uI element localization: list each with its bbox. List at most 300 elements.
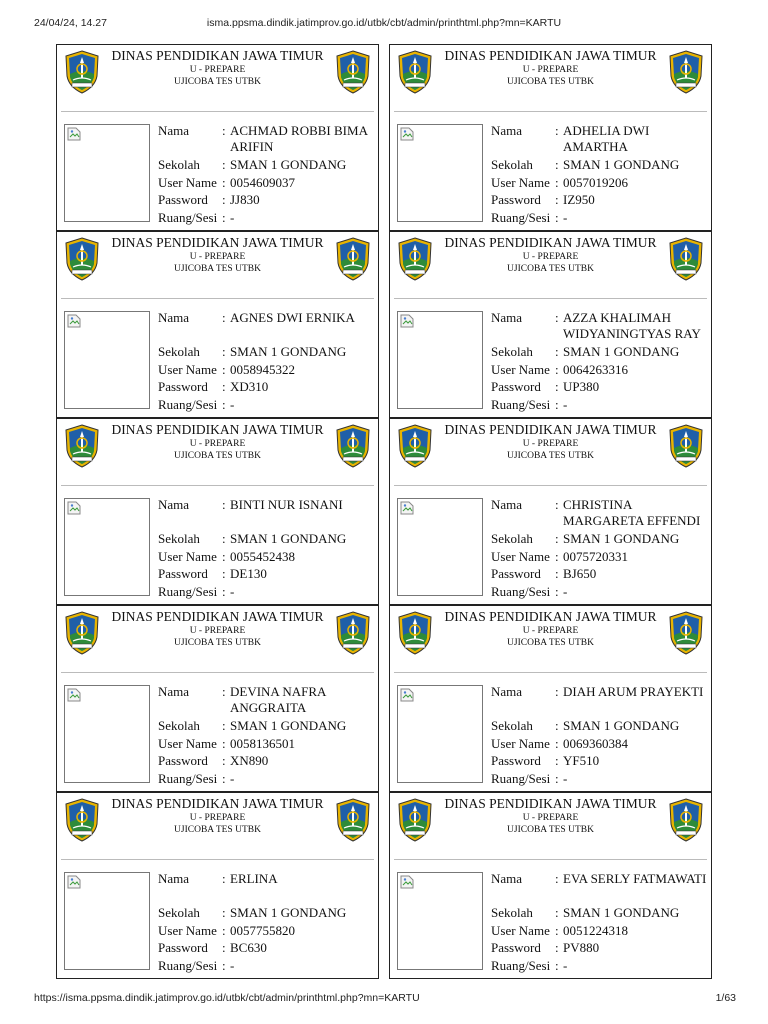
colon: : [555,310,559,325]
label-ruang: Ruang/Sesi [491,396,551,412]
colon: : [222,684,226,699]
value-nama: AZZA KHALIMAH WIDYANINGTYAS RAY [563,310,701,341]
exam-card [56,418,379,605]
header-divider [394,859,707,860]
header-divider [61,298,374,299]
label-ruang: Ruang/Sesi [491,770,551,786]
info-row-ruang [158,771,376,789]
value-password: DE130 [230,566,267,581]
colon: : [222,940,226,955]
label-password: Password [158,192,208,207]
colon: : [555,753,559,768]
colon: : [555,123,559,138]
info-row-sekolah [491,718,709,736]
info-row-sekolah [158,905,376,923]
label-ruang: Ruang/Sesi [158,957,218,973]
info-row-sekolah [491,905,709,923]
colon: : [222,531,226,546]
card-header [438,235,663,275]
label-ruang: Ruang/Sesi [158,770,218,786]
value-password: UP380 [563,379,600,394]
colon: : [555,583,559,599]
info-row-ruang [158,958,376,976]
value-nama: ERLINA [230,871,278,886]
header-divider [61,859,374,860]
info-row-sekolah [491,531,709,549]
info-row-ruang [158,210,376,228]
card-subtitle: U - PREPARE [522,252,579,262]
value-nama: BINTI NUR ISNANI [230,497,343,512]
colon: : [222,583,226,599]
info-row-password [491,566,709,584]
label-password: Password [158,566,208,581]
info-row-ruang [491,958,709,976]
card-exam-name: UJICOBA TES UTBK [174,77,261,87]
label-nama: Nama [158,497,190,512]
broken-image-icon [67,314,81,328]
info-row-password [158,566,376,584]
label-ruang: Ruang/Sesi [491,209,551,225]
value-username: 0075720331 [563,548,628,564]
info-row-nama [491,123,709,157]
colon: : [222,379,226,394]
student-info [491,123,709,227]
colon: : [222,123,226,138]
info-row-password [158,753,376,771]
label-username: User Name [491,174,550,190]
label-username: User Name [491,735,550,751]
card-title: DINAS PENDIDIKAN JAWA TIMUR [111,235,324,250]
value-password: XD310 [230,379,269,394]
value-nama: ADHELIA DWI AMARTHA [563,123,650,154]
colon: : [222,344,226,359]
card-header [438,48,663,88]
colon: : [555,531,559,546]
value-sekolah: SMAN 1 GONDANG [230,905,347,920]
value-sekolah: SMAN 1 GONDANG [230,157,347,172]
info-row-username [158,175,376,193]
value-ruang: - [563,770,568,786]
east-java-emblem-icon [397,237,433,281]
info-row-password [158,379,376,397]
label-sekolah: Sekolah [158,344,200,359]
colon: : [222,192,226,207]
east-java-emblem-icon [668,50,704,94]
colon: : [555,379,559,394]
label-ruang: Ruang/Sesi [491,583,551,599]
exam-card [56,44,379,231]
exam-card [389,792,712,979]
colon: : [555,566,559,581]
east-java-emblem-icon [64,424,100,468]
card-subtitle: U - PREPARE [189,813,246,823]
value-ruang: - [563,583,568,599]
colon: : [555,871,559,886]
label-sekolah: Sekolah [158,157,200,172]
east-java-emblem-icon [397,424,433,468]
exam-card [56,231,379,418]
info-row-ruang [491,397,709,415]
colon: : [222,871,226,886]
label-nama: Nama [158,310,190,325]
student-photo [64,872,150,970]
colon: : [555,922,559,938]
label-password: Password [491,379,541,394]
label-sekolah: Sekolah [158,718,200,733]
east-java-emblem-icon [335,798,371,842]
colon: : [555,157,559,172]
card-subtitle: U - PREPARE [522,813,579,823]
label-password: Password [491,940,541,955]
colon: : [555,209,559,225]
info-row-nama [491,684,709,718]
student-photo [64,685,150,783]
east-java-emblem-icon [335,50,371,94]
colon: : [222,718,226,733]
east-java-emblem-icon [64,798,100,842]
info-row-nama [158,871,376,905]
card-exam-name: UJICOBA TES UTBK [507,638,594,648]
card-exam-name: UJICOBA TES UTBK [174,451,261,461]
card-title: DINAS PENDIDIKAN JAWA TIMUR [444,235,657,250]
value-username: 0057755820 [230,922,295,938]
info-row-nama [491,871,709,905]
card-exam-name: UJICOBA TES UTBK [174,264,261,274]
label-password: Password [158,940,208,955]
colon: : [222,566,226,581]
value-nama: ACHMAD ROBBI BIMA ARIFIN [230,123,368,154]
colon: : [555,770,559,786]
value-username: 0069360384 [563,735,628,751]
colon: : [222,310,226,325]
card-header [105,796,330,836]
colon: : [222,174,226,190]
exam-card [389,418,712,605]
colon: : [222,497,226,512]
label-nama: Nama [491,497,523,512]
header-divider [61,111,374,112]
student-photo [397,311,483,409]
colon: : [222,548,226,564]
colon: : [222,905,226,920]
east-java-emblem-icon [335,424,371,468]
value-ruang: - [563,396,568,412]
east-java-emblem-icon [668,611,704,655]
info-row-ruang [491,210,709,228]
colon: : [222,361,226,377]
card-subtitle: U - PREPARE [522,626,579,636]
broken-image-icon [67,875,81,889]
label-nama: Nama [491,123,523,138]
label-ruang: Ruang/Sesi [158,583,218,599]
east-java-emblem-icon [668,237,704,281]
header-divider [61,672,374,673]
value-username: 0055452438 [230,548,295,564]
label-username: User Name [158,548,217,564]
value-password: BJ650 [563,566,597,581]
value-password: YF510 [563,753,600,768]
label-nama: Nama [158,123,190,138]
info-row-password [158,192,376,210]
info-row-sekolah [158,344,376,362]
value-password: PV880 [563,940,600,955]
value-sekolah: SMAN 1 GONDANG [230,718,347,733]
card-exam-name: UJICOBA TES UTBK [507,264,594,274]
value-ruang: - [230,583,235,599]
colon: : [555,361,559,377]
info-row-sekolah [158,718,376,736]
value-nama: EVA SERLY FATMAWATI [563,871,707,886]
student-info [491,310,709,414]
value-sekolah: SMAN 1 GONDANG [563,344,680,359]
label-password: Password [158,379,208,394]
card-header [438,796,663,836]
card-header [105,48,330,88]
card-subtitle: U - PREPARE [522,439,579,449]
card-grid [56,44,712,979]
label-nama: Nama [158,684,190,699]
label-ruang: Ruang/Sesi [158,209,218,225]
student-photo [64,124,150,222]
east-java-emblem-icon [397,611,433,655]
student-info [491,497,709,601]
info-row-username [158,362,376,380]
value-sekolah: SMAN 1 GONDANG [230,344,347,359]
student-info [158,684,376,788]
print-datetime: 24/04/24, 14.27 [34,17,107,29]
print-url: isma.ppsma.dindik.jatimprov.go.id/utbk/cbt/admin/printhtml.php?mn=KARTU [206,17,562,29]
header-divider [394,672,707,673]
info-row-username [158,549,376,567]
label-sekolah: Sekolah [491,905,533,920]
card-title: DINAS PENDIDIKAN JAWA TIMUR [111,48,324,63]
east-java-emblem-icon [335,237,371,281]
exam-card [56,605,379,792]
east-java-emblem-icon [668,424,704,468]
exam-card [389,44,712,231]
card-title: DINAS PENDIDIKAN JAWA TIMUR [444,796,657,811]
label-ruang: Ruang/Sesi [158,396,218,412]
footer-url: https://isma.ppsma.dindik.jatimprov.go.id/utbk/cbt/admin/printhtml.php?mn=KARTU [34,992,420,1004]
value-ruang: - [563,957,568,973]
colon: : [555,735,559,751]
colon: : [222,209,226,225]
value-password: XN890 [230,753,269,768]
info-row-ruang [491,584,709,602]
east-java-emblem-icon [668,798,704,842]
colon: : [222,770,226,786]
card-exam-name: UJICOBA TES UTBK [174,825,261,835]
header-divider [61,485,374,486]
student-photo [397,124,483,222]
value-ruang: - [230,957,235,973]
card-header [105,422,330,462]
info-row-ruang [158,584,376,602]
header-divider [394,111,707,112]
colon: : [222,957,226,973]
label-ruang: Ruang/Sesi [491,957,551,973]
student-info [491,684,709,788]
colon: : [222,753,226,768]
colon: : [555,174,559,190]
label-username: User Name [158,361,217,377]
student-photo [397,498,483,596]
header-divider [394,485,707,486]
broken-image-icon [400,314,414,328]
card-title: DINAS PENDIDIKAN JAWA TIMUR [111,422,324,437]
value-nama: DIAH ARUM PRAYEKTI [563,684,704,699]
card-subtitle: U - PREPARE [189,252,246,262]
value-nama: DEVINA NAFRA ANGGRAITA [230,684,326,715]
info-row-nama [158,310,376,344]
value-sekolah: SMAN 1 GONDANG [563,905,680,920]
east-java-emblem-icon [64,237,100,281]
label-sekolah: Sekolah [491,718,533,733]
page-number: 1/63 [715,992,736,1004]
value-sekolah: SMAN 1 GONDANG [563,157,680,172]
label-sekolah: Sekolah [491,157,533,172]
header-divider [394,298,707,299]
info-row-ruang [158,397,376,415]
card-title: DINAS PENDIDIKAN JAWA TIMUR [444,422,657,437]
broken-image-icon [400,127,414,141]
student-photo [64,311,150,409]
label-password: Password [491,753,541,768]
info-row-username [491,175,709,193]
card-title: DINAS PENDIDIKAN JAWA TIMUR [444,609,657,624]
student-info [158,871,376,975]
broken-image-icon [67,501,81,515]
colon: : [555,396,559,412]
label-username: User Name [158,735,217,751]
label-sekolah: Sekolah [491,344,533,359]
value-username: 0058136501 [230,735,295,751]
colon: : [555,718,559,733]
label-sekolah: Sekolah [491,531,533,546]
colon: : [555,192,559,207]
info-row-ruang [491,771,709,789]
value-username: 0064263316 [563,361,628,377]
value-nama: AGNES DWI ERNIKA [230,310,355,325]
value-nama: CHRISTINA MARGARETA EFFENDI [563,497,701,528]
info-row-password [491,753,709,771]
label-nama: Nama [158,871,190,886]
value-ruang: - [230,770,235,786]
card-exam-name: UJICOBA TES UTBK [507,451,594,461]
value-username: 0054609037 [230,174,295,190]
card-exam-name: UJICOBA TES UTBK [174,638,261,648]
broken-image-icon [67,127,81,141]
info-row-nama [158,497,376,531]
card-subtitle: U - PREPARE [522,65,579,75]
label-sekolah: Sekolah [158,531,200,546]
info-row-nama [158,684,376,718]
label-nama: Nama [491,684,523,699]
info-row-sekolah [158,531,376,549]
card-title: DINAS PENDIDIKAN JAWA TIMUR [444,48,657,63]
card-exam-name: UJICOBA TES UTBK [507,825,594,835]
colon: : [555,684,559,699]
broken-image-icon [400,688,414,702]
value-password: JJ830 [230,192,260,207]
exam-card [389,231,712,418]
colon: : [555,344,559,359]
card-header [105,235,330,275]
card-subtitle: U - PREPARE [189,626,246,636]
info-row-sekolah [491,157,709,175]
east-java-emblem-icon [64,611,100,655]
info-row-password [158,940,376,958]
info-row-username [491,923,709,941]
student-info [491,871,709,975]
label-username: User Name [158,174,217,190]
info-row-username [491,736,709,754]
broken-image-icon [400,501,414,515]
card-exam-name: UJICOBA TES UTBK [507,77,594,87]
value-password: IZ950 [563,192,595,207]
label-nama: Nama [491,310,523,325]
east-java-emblem-icon [397,798,433,842]
colon: : [555,548,559,564]
student-info [158,497,376,601]
value-ruang: - [230,396,235,412]
value-username: 0057019206 [563,174,628,190]
label-password: Password [491,566,541,581]
info-row-nama [158,123,376,157]
colon: : [222,735,226,751]
value-password: BC630 [230,940,267,955]
value-sekolah: SMAN 1 GONDANG [563,718,680,733]
value-sekolah: SMAN 1 GONDANG [230,531,347,546]
info-row-username [491,362,709,380]
info-row-password [491,379,709,397]
card-title: DINAS PENDIDIKAN JAWA TIMUR [111,796,324,811]
label-password: Password [158,753,208,768]
east-java-emblem-icon [397,50,433,94]
info-row-username [158,736,376,754]
colon: : [555,940,559,955]
info-row-username [158,923,376,941]
card-subtitle: U - PREPARE [189,439,246,449]
colon: : [222,157,226,172]
info-row-sekolah [491,344,709,362]
label-nama: Nama [491,871,523,886]
card-header [105,609,330,649]
student-info [158,310,376,414]
info-row-nama [491,497,709,531]
info-row-password [491,192,709,210]
student-photo [397,685,483,783]
east-java-emblem-icon [64,50,100,94]
colon: : [222,396,226,412]
value-username: 0051224318 [563,922,628,938]
label-username: User Name [158,922,217,938]
value-sekolah: SMAN 1 GONDANG [563,531,680,546]
card-header [438,609,663,649]
label-username: User Name [491,922,550,938]
print-header [0,0,768,40]
info-row-nama [491,310,709,344]
label-username: User Name [491,361,550,377]
colon: : [222,922,226,938]
colon: : [555,497,559,512]
student-photo [397,872,483,970]
broken-image-icon [67,688,81,702]
colon: : [555,957,559,973]
exam-card [56,792,379,979]
colon: : [555,905,559,920]
card-header [438,422,663,462]
